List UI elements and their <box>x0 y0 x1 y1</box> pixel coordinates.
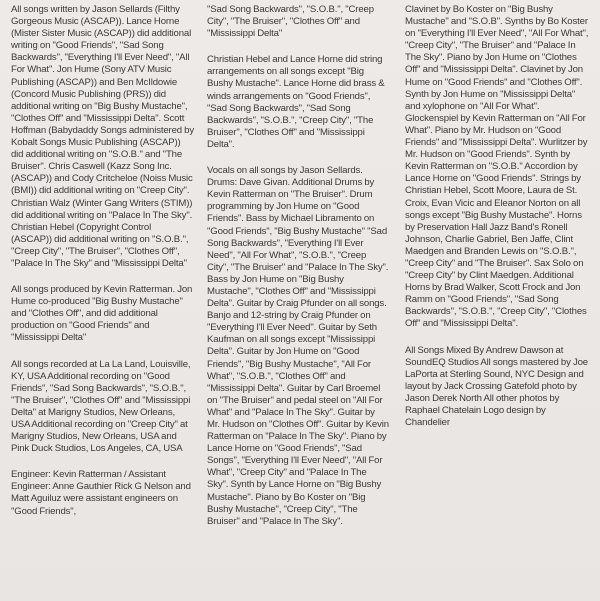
credits-column-1 <box>11 4 194 518</box>
production-credits: All songs produced by Kevin Ratterman. Jon Hume co-produced "Big Bushy Mustache" and "Clothes Off", and did additional production on "Good Friends" and "Mississippi Delta" <box>11 284 193 344</box>
credits-column-2 <box>207 4 389 528</box>
mixing-mastering-design-credits: All Songs Mixed By Andrew Dawson at SoundEQ Studios All songs mastered by Joe LaPorta at Sterling Sound, NYC Design and layout by Jack Crossing Gatefold photo by Jason Derek North All other photos by Raphael Chatelain Logo design by Chandelier <box>405 344 588 429</box>
credits-column-3 <box>405 4 591 429</box>
recording-credits: All songs recorded at La La Land, Louisville, KY, USA Additional recording on "Good Friends", "Sad Song Backwards", "S.O.B.", "The Bruiser", "Clothes Off" and "Mississippi Delta" at Marigny Studios, New Orleans, USA Additional recording on "Creep City" at Marigny Studios, New Orleans, USA and Pink Duck Studios, Los Angeles, CA, USA <box>11 358 191 455</box>
engineering-credits: Engineer: Kevin Ratterman / Assistant Engineer: Anne Gauthier Rick G Nelson and Matt Aguiluz were assistant engineers on "Good Friends", <box>11 469 191 517</box>
arrangement-credits: Christian Hebel and Lance Horne did string arrangements on all songs except "Big Bushy Mustache". Lance Horne did brass & winds arrangements on "Good Friends", "Sad Song Backwards", "Sad Song Backwards", "S.O.B.", "Creep City", "The Bruiser", "Clothes Off" and "Mississippi Delta". <box>207 54 385 150</box>
musician-credits: Vocals on all songs by Jason Sellards. Drums: Dave Givan. Additional Drums by Kevin Ratterman on "The Bruiser". Drum programming by Jon Hume on "Good Friends". Bass by Michael Libramento on "Good Friends", "Big Bushy Mustache" "Sad Song Backwards", "Everything I'll Ever Need", "All For What", "S.O.B.", "Creep City", "The Bruiser" and "Palace In The Sky". Bass by Jon Hume on "Big Bushy Mustache", "Clothes Off" and "Mississippi Delta". Guitar by Craig Pfunder on all songs. Banjo and 12-string by Craig Pfunder on "Everything I'll Ever Need". Guitar by Seth Kaufman on all songs except "Mississippi Delta". Guitar by Jon Hume on "Good Friends", "Big Bushy Mustache", "All For What", "S.O.B.", "Clothes Off" and "Mississippi Delta". Guitar by Carl Broemel on "The Bruiser" and pedal steel on "All For What" and "Palace In The Sky". Guitar by Mr. Hudson on "Clothes Off". Guitar by Kevin Ratterman on "Palace In The Sky". Piano by Lance Horne on "Good Friends", "Sad Songs", "Everything I'll Ever Need", "All For What", "Creep City" and "Palace In The Sky". Synth by Lance Horne on "Big Bushy Mustache". Piano by Bo Koster on "Big Bushy Mustache", "Creep City", "The Bruiser" and "Palace In The Sky". <box>207 165 389 527</box>
songwriting-credits: All songs written by Jason Sellards (Filthy Gorgeous Music (ASCAP)). Lance Horne (Mister Sister Music (ASCAP)) did additional writing on "Good Friends", "Sad Song Backwards", "Everything I'll Ever Need", "All For What". Jon Hume (Sony ATV Music Publishing (ASCAP)) and Ben McIldowie (Concord Music Publishing (PRS)) did additional writing on "Big Bushy Mustache", "Clothes Off" and "Mississippi Delta". Scott Hoffman (Babydaddy Songs administered by Kobalt Songs Music Publishing (ASCAP)) did additional writing on "S.O.B." and "The Bruiser". Chris Caswell (Kazz Song Inc. (ASCAP)) and Cody Critcheloe (Noiss Music (BMI)) did additional writing on "Creep City". Christian Walz (Winter Gang Writers (STIM)) did additional writing on "Palace In The Sky". Christian Hebel (Copyright Control (ASCAP)) did additional writing on "S.O.B.", "Creep City", "The Bruiser", "Clothes Off", "Palace In The Sky" and "Mississippi Delta" <box>11 4 195 269</box>
musician-credits-continued: Clavinet by Bo Koster on "Big Bushy Mustache" and "S.O.B". Synths by Bo Koster on "Everything I'll Ever Need", "All For What", "Creep City", "The Bruiser" and "Palace In The Sky". Piano by Jon Hume on "Clothes Off" and "Mississippi Delta". Clavinet by Jon Hume on "Good Friends" and "Clothes Off". Synth by Jon Hume on "Mississippi Delta" and xylophone on "All For What". Glockenspiel by Kevin Ratterman on "All For What". Piano by Mr. Hudson on "Good Friends" and "Mississippi Delta". Wurlitzer by Mr. Hudson on "Good Friends". Synth by Kevin Ratterman on "S.O.B." Accordion by Lance Horne on "Good Friends". Strings by Christian Hebel, Scott Moore, Laura de St. Croix, Evan Vicic and Eleanor Norton on all songs except "Big Bushy Mustache". Horns by Preservation Hall Jazz Band's Ronell Johnson, Charlie Gabriel, Ben Jaffe, Clint Maedgen and Branden Lewis on "S.O.B.", "Creep City" and "The Bruiser". Sax Solo on "Creep City" by Clint Maedgen. Additional Horns by Brad Walker, Scott Frock and Jon Ramm on "Good Friends", "Sad Song Backwards", "S.O.B.", "Creep City", "Clothes Off" and "Mississippi Delta". <box>405 4 589 330</box>
engineering-credits-continued: "Sad Song Backwards", "S.O.B.", "Creep City", "The Bruiser", "Clothes Off" and "Mississippi Delta" <box>207 4 374 40</box>
